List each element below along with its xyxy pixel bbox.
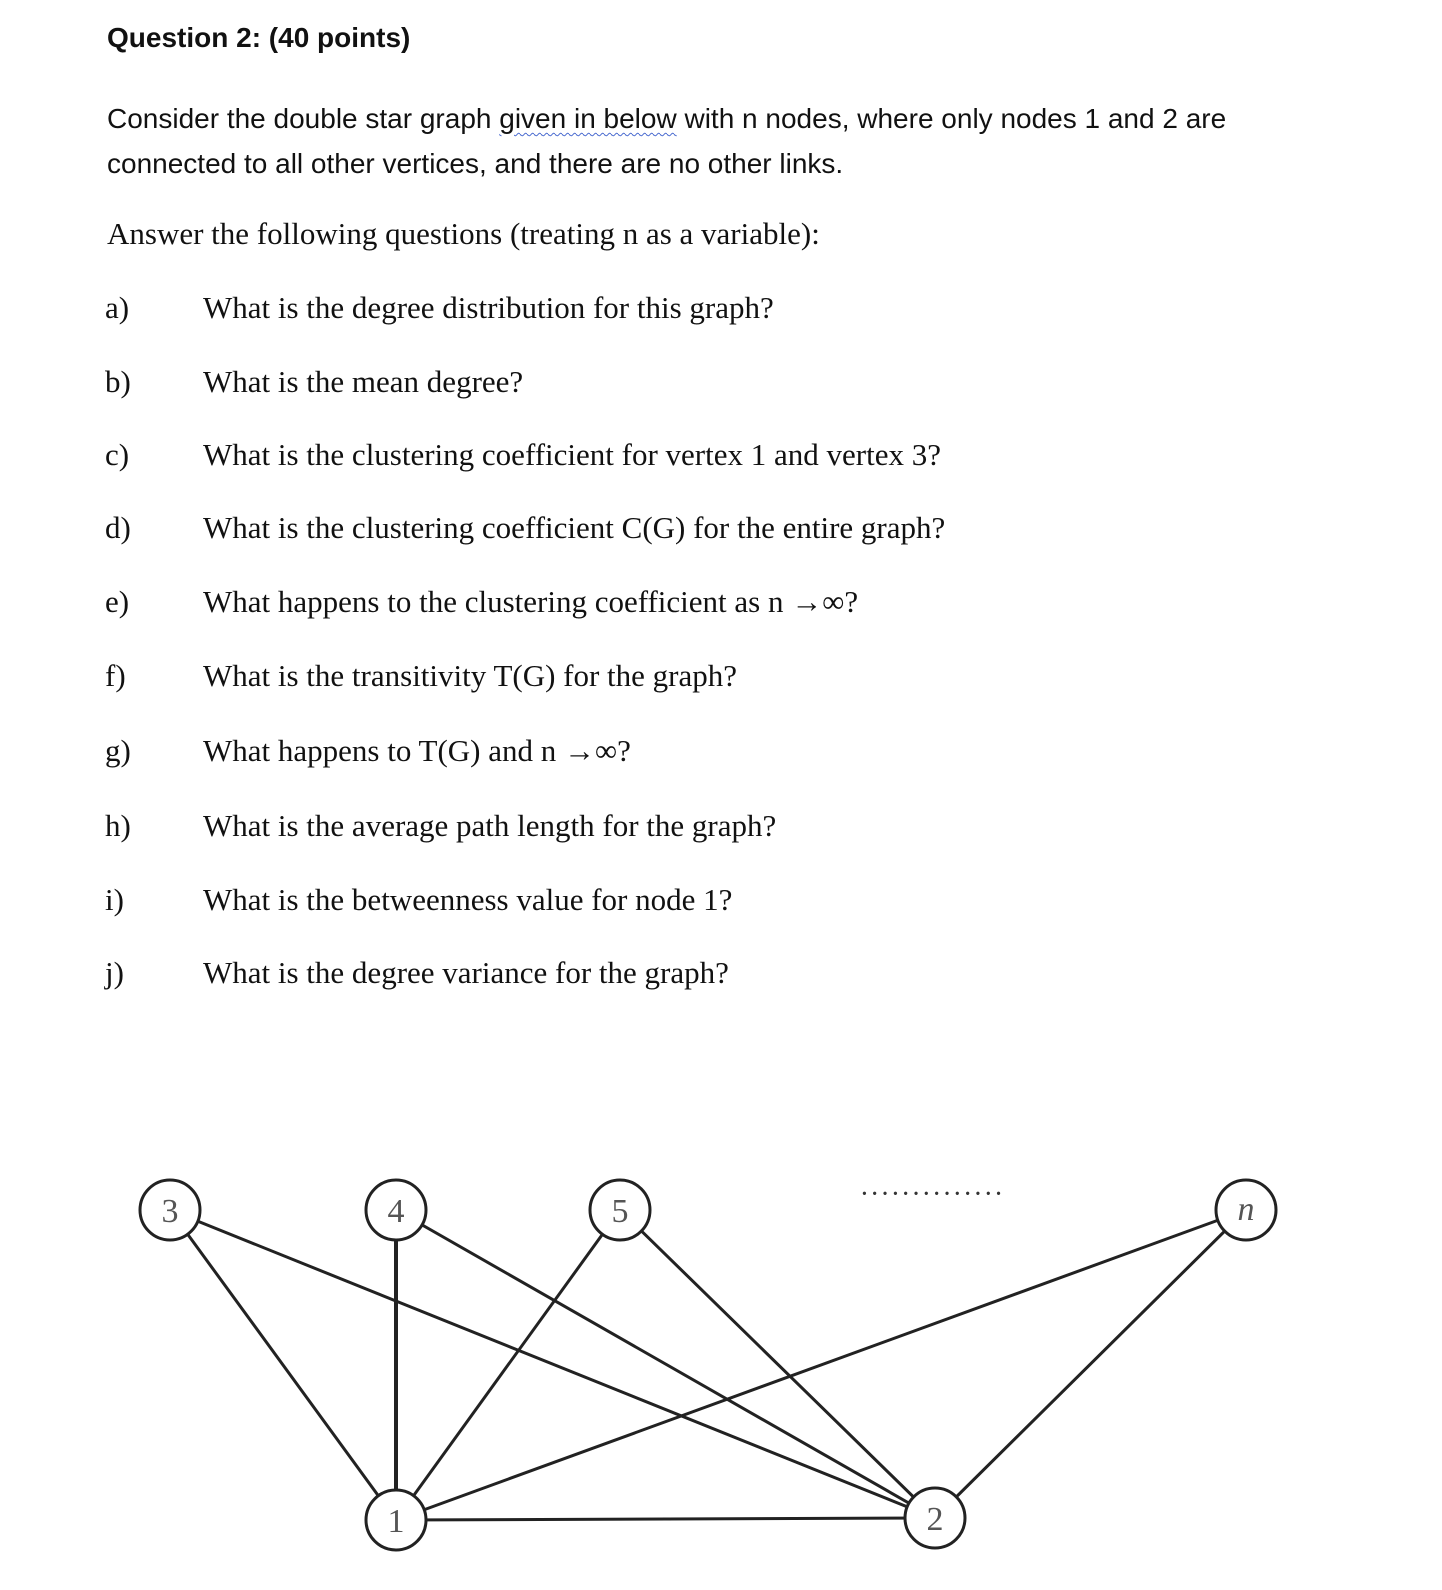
node-label: 1 (387, 1503, 405, 1540)
question-intro (107, 96, 1347, 186)
graph-node-2 (905, 1488, 965, 1548)
edge-5-1 (396, 1210, 620, 1520)
item-label: h) (105, 808, 131, 843)
item-text: What happens to T(G) and n →∞? (203, 733, 631, 768)
item-text: What is the degree variance for the graph? (203, 955, 729, 990)
item-text: What is the clustering coefficient C(G) for the entire graph? (203, 510, 946, 545)
item-label: b) (105, 364, 131, 399)
graph-edges (170, 1210, 1246, 1520)
item-label: e) (105, 584, 130, 619)
item-label: a) (105, 290, 130, 325)
item-label: f) (105, 658, 126, 693)
item-text: What happens to the clustering coefficient as n →∞? (203, 584, 859, 619)
graph-node-n (1216, 1180, 1276, 1240)
node-label: 2 (926, 1501, 944, 1538)
node-label: 5 (611, 1193, 629, 1230)
item-text: What is the mean degree? (203, 364, 524, 399)
node-label: 3 (161, 1193, 179, 1230)
item-label: c) (105, 437, 130, 472)
graph-node-5 (590, 1180, 650, 1240)
item-text: What is the average path length for the graph? (203, 808, 777, 843)
item-label: d) (105, 510, 131, 545)
graph-node-3 (140, 1180, 200, 1240)
item-text: What is the degree distribution for this graph? (203, 290, 774, 325)
intro-text-start: Consider the double star graph (107, 103, 500, 134)
intro-text-end: with n nodes, where only nodes 1 and 2 are connected to all other vertices, and there are no other links. (107, 103, 1227, 179)
item-text: What is the clustering coefficient for vertex 1 and vertex 3? (203, 437, 941, 472)
double-star-graph (0, 1150, 1442, 1590)
item-label: j) (105, 955, 124, 990)
question-instruction: Answer the following questions (treating n as a variable): (107, 216, 820, 251)
item-label: g) (105, 733, 131, 768)
item-text: What is the transitivity T(G) for the graph? (203, 658, 738, 693)
edge-1-2 (396, 1518, 935, 1520)
edge-n-2 (935, 1210, 1246, 1518)
node-label: 4 (387, 1193, 405, 1230)
question-title: Question 2: (40 points) (107, 22, 411, 53)
intro-flagged-phrase: given in below (499, 103, 677, 134)
node-label: n (1237, 1191, 1255, 1228)
item-label: i) (105, 882, 124, 917)
graph-node-4 (366, 1180, 426, 1240)
node-ellipsis: ·············· (859, 1179, 1005, 1210)
graph-node-1 (366, 1490, 426, 1550)
item-text: What is the betweenness value for node 1? (203, 882, 733, 917)
